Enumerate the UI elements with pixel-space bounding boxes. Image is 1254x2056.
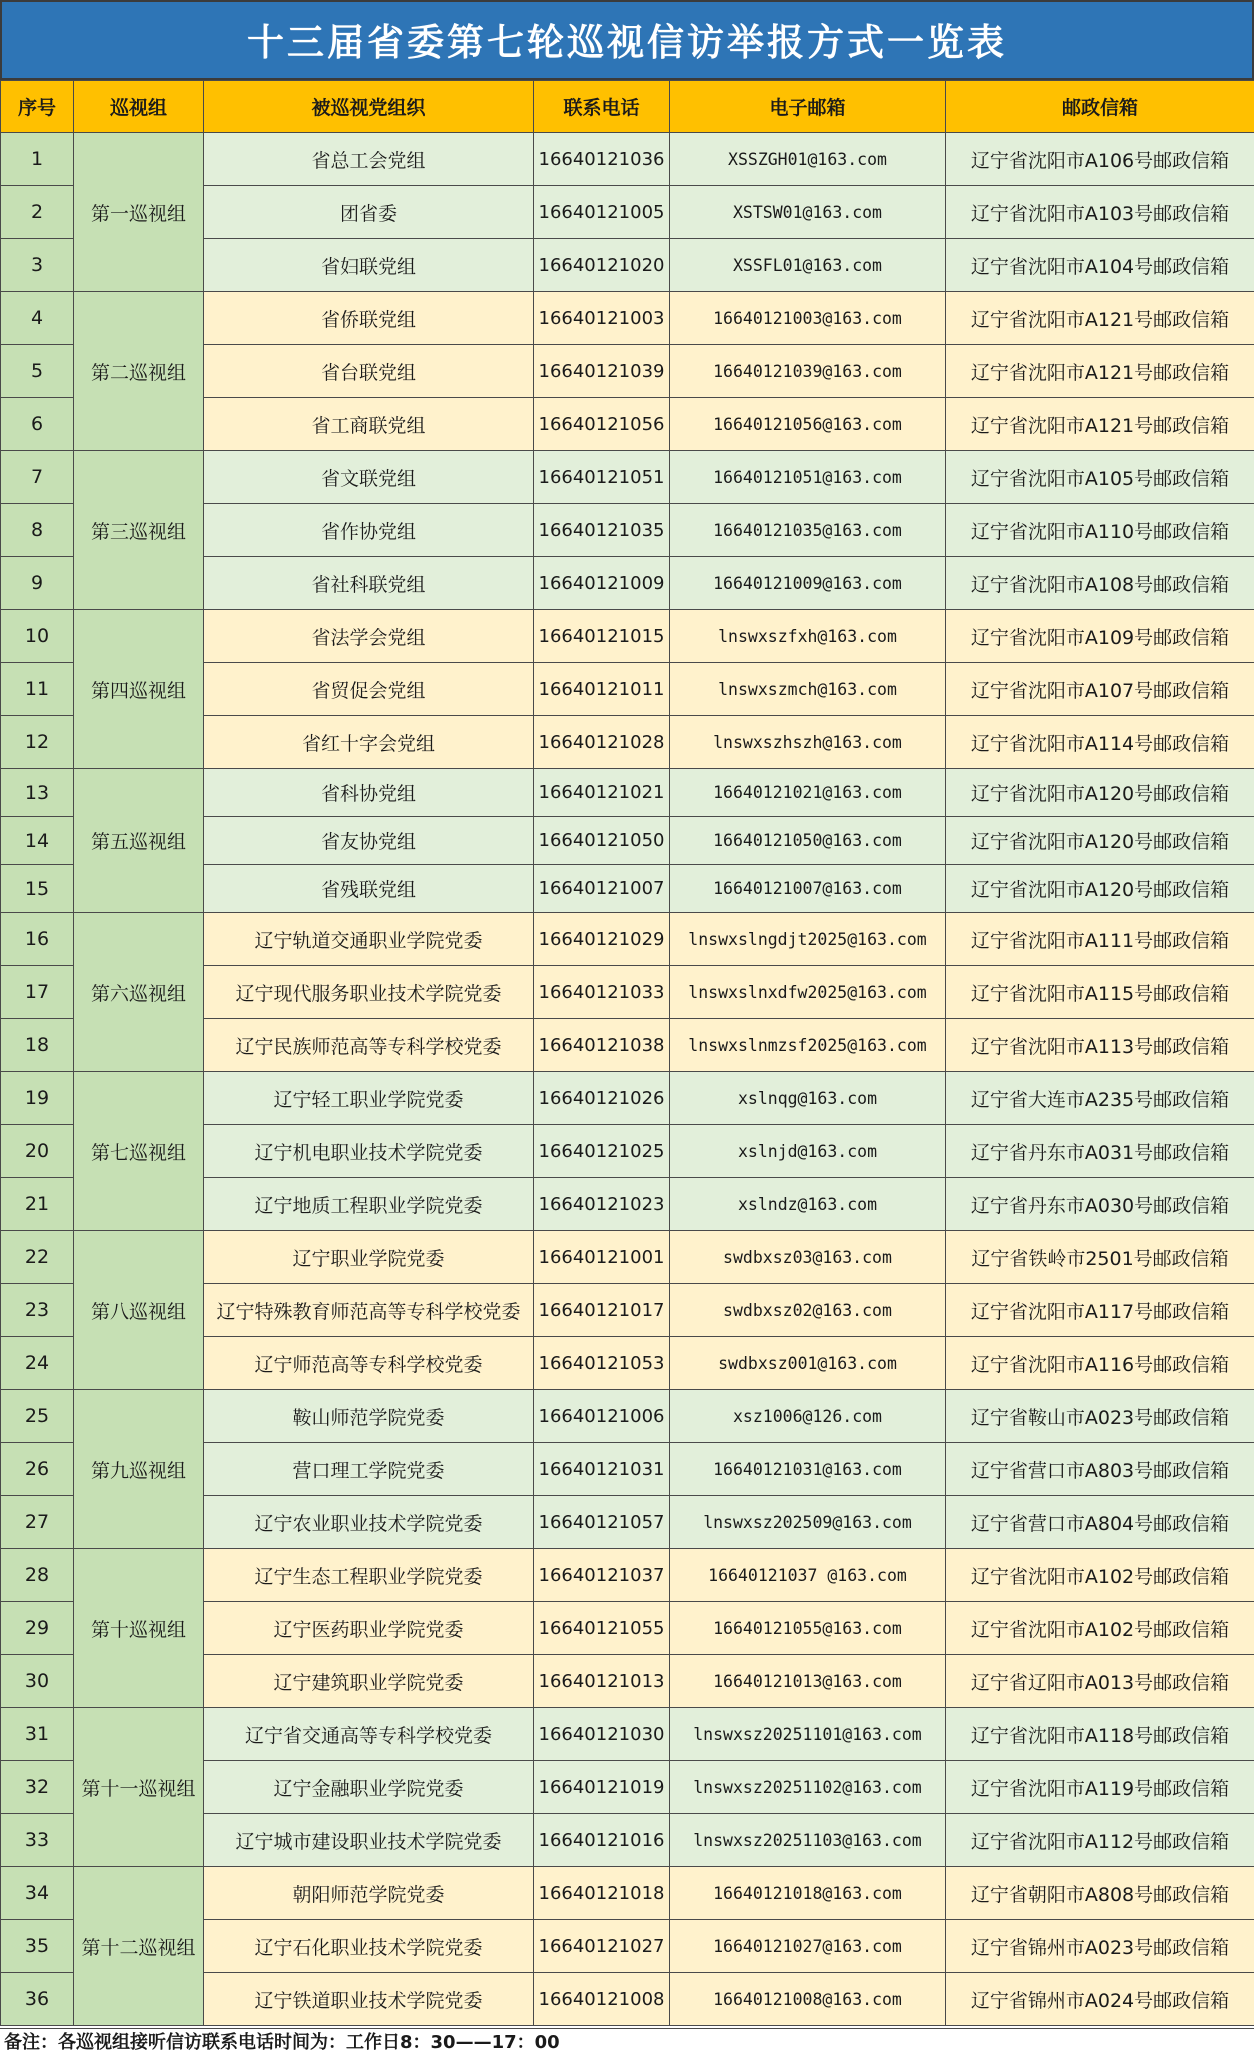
organization-cell: 辽宁生态工程职业学院党委 <box>204 1549 534 1602</box>
organization-cell: 辽宁农业职业技术学院党委 <box>204 1496 534 1549</box>
patrol-group-cell: 第五巡视组 <box>74 769 204 913</box>
row-number: 10 <box>1 610 74 663</box>
postbox-cell: 辽宁省锦州市A023号邮政信箱 <box>946 1920 1254 1973</box>
postbox-cell: 辽宁省沈阳市A120号邮政信箱 <box>946 817 1254 865</box>
row-number: 14 <box>1 817 74 865</box>
column-header-organization: 被巡视党组织 <box>204 81 534 133</box>
organization-cell: 省社科联党组 <box>204 557 534 610</box>
email-cell: swdbxsz02@163.com <box>670 1284 946 1337</box>
postbox-cell: 辽宁省沈阳市A114号邮政信箱 <box>946 716 1254 769</box>
row-number: 17 <box>1 966 74 1019</box>
row-number: 29 <box>1 1602 74 1655</box>
phone-cell: 16640121055 <box>534 1602 670 1655</box>
row-number: 16 <box>1 913 74 966</box>
postbox-cell: 辽宁省沈阳市A117号邮政信箱 <box>946 1284 1254 1337</box>
email-cell: XSTSW01@163.com <box>670 186 946 239</box>
row-number: 25 <box>1 1390 74 1443</box>
phone-cell: 16640121016 <box>534 1814 670 1867</box>
email-cell: lnswxszmch@163.com <box>670 663 946 716</box>
email-cell: 16640121055@163.com <box>670 1602 946 1655</box>
phone-cell: 16640121017 <box>534 1284 670 1337</box>
table-row <box>1 1390 1254 1443</box>
row-number: 18 <box>1 1019 74 1072</box>
organization-cell: 朝阳师范学院党委 <box>204 1867 534 1920</box>
email-cell: 16640121021@163.com <box>670 769 946 817</box>
table-row <box>1 1231 1254 1284</box>
table-row <box>1 1708 1254 1761</box>
table-row <box>1 610 1254 663</box>
phone-cell: 16640121056 <box>534 398 670 451</box>
row-number: 24 <box>1 1337 74 1390</box>
email-cell: XSSZGH01@163.com <box>670 133 946 186</box>
row-number: 35 <box>1 1920 74 1973</box>
postbox-cell: 辽宁省沈阳市A121号邮政信箱 <box>946 398 1254 451</box>
phone-cell: 16640121051 <box>534 451 670 504</box>
email-cell: lnswxslnmzsf2025@163.com <box>670 1019 946 1072</box>
email-cell: 16640121007@163.com <box>670 865 946 913</box>
organization-cell: 辽宁建筑职业学院党委 <box>204 1655 534 1708</box>
phone-cell: 16640121031 <box>534 1443 670 1496</box>
organization-cell: 省侨联党组 <box>204 292 534 345</box>
postbox-cell: 辽宁省锦州市A024号邮政信箱 <box>946 1973 1254 2026</box>
email-cell: swdbxsz001@163.com <box>670 1337 946 1390</box>
organization-cell: 省妇联党组 <box>204 239 534 292</box>
table-row <box>1 1072 1254 1125</box>
postbox-cell: 辽宁省沈阳市A111号邮政信箱 <box>946 913 1254 966</box>
organization-cell: 鞍山师范学院党委 <box>204 1390 534 1443</box>
postbox-cell: 辽宁省沈阳市A104号邮政信箱 <box>946 239 1254 292</box>
organization-cell: 辽宁特殊教育师范高等专科学校党委 <box>204 1284 534 1337</box>
organization-cell: 省科协党组 <box>204 769 534 817</box>
row-number: 30 <box>1 1655 74 1708</box>
phone-cell: 16640121006 <box>534 1390 670 1443</box>
page-title: 十三届省委第七轮巡视信访举报方式一览表 <box>0 0 1254 80</box>
postbox-cell: 辽宁省沈阳市A120号邮政信箱 <box>946 769 1254 817</box>
email-cell: 16640121037 @163.com <box>670 1549 946 1602</box>
email-cell: lnswxsz202509@163.com <box>670 1496 946 1549</box>
postbox-cell: 辽宁省沈阳市A107号邮政信箱 <box>946 663 1254 716</box>
email-cell: lnswxsz20251101@163.com <box>670 1708 946 1761</box>
email-cell: lnswxszhszh@163.com <box>670 716 946 769</box>
organization-cell: 省残联党组 <box>204 865 534 913</box>
postbox-cell: 辽宁省沈阳市A112号邮政信箱 <box>946 1814 1254 1867</box>
row-number: 3 <box>1 239 74 292</box>
table-row <box>1 292 1254 345</box>
phone-cell: 16640121015 <box>534 610 670 663</box>
row-number: 22 <box>1 1231 74 1284</box>
organization-cell: 省作协党组 <box>204 504 534 557</box>
phone-cell: 16640121019 <box>534 1761 670 1814</box>
phone-cell: 16640121021 <box>534 769 670 817</box>
email-cell: 16640121008@163.com <box>670 1973 946 2026</box>
organization-cell: 辽宁轻工职业学院党委 <box>204 1072 534 1125</box>
row-number: 26 <box>1 1443 74 1496</box>
phone-cell: 16640121027 <box>534 1920 670 1973</box>
postbox-cell: 辽宁省沈阳市A110号邮政信箱 <box>946 504 1254 557</box>
row-number: 33 <box>1 1814 74 1867</box>
email-cell: xsz1006@126.com <box>670 1390 946 1443</box>
organization-cell: 辽宁师范高等专科学校党委 <box>204 1337 534 1390</box>
email-cell: 16640121009@163.com <box>670 557 946 610</box>
patrol-group-cell: 第六巡视组 <box>74 913 204 1072</box>
table-row <box>1 1549 1254 1602</box>
phone-cell: 16640121037 <box>534 1549 670 1602</box>
organization-cell: 辽宁机电职业技术学院党委 <box>204 1125 534 1178</box>
row-number: 15 <box>1 865 74 913</box>
email-cell: swdbxsz03@163.com <box>670 1231 946 1284</box>
phone-cell: 16640121029 <box>534 913 670 966</box>
column-header-group: 巡视组 <box>74 81 204 133</box>
row-number: 21 <box>1 1178 74 1231</box>
email-cell: lnswxslnxdfw2025@163.com <box>670 966 946 1019</box>
postbox-cell: 辽宁省沈阳市A120号邮政信箱 <box>946 865 1254 913</box>
phone-cell: 16640121050 <box>534 817 670 865</box>
email-cell: 16640121056@163.com <box>670 398 946 451</box>
patrol-group-cell: 第四巡视组 <box>74 610 204 769</box>
postbox-cell: 辽宁省丹东市A030号邮政信箱 <box>946 1178 1254 1231</box>
organization-cell: 辽宁金融职业学院党委 <box>204 1761 534 1814</box>
email-cell: 16640121013@163.com <box>670 1655 946 1708</box>
organization-cell: 省红十字会党组 <box>204 716 534 769</box>
row-number: 11 <box>1 663 74 716</box>
postbox-cell: 辽宁省沈阳市A103号邮政信箱 <box>946 186 1254 239</box>
email-cell: 16640121027@163.com <box>670 1920 946 1973</box>
email-cell: 16640121018@163.com <box>670 1867 946 1920</box>
email-cell: lnswxszfxh@163.com <box>670 610 946 663</box>
postbox-cell: 辽宁省营口市A803号邮政信箱 <box>946 1443 1254 1496</box>
patrol-group-cell: 第二巡视组 <box>74 292 204 451</box>
organization-cell: 辽宁民族师范高等专科学校党委 <box>204 1019 534 1072</box>
phone-cell: 16640121013 <box>534 1655 670 1708</box>
organization-cell: 辽宁现代服务职业技术学院党委 <box>204 966 534 1019</box>
postbox-cell: 辽宁省营口市A804号邮政信箱 <box>946 1496 1254 1549</box>
phone-cell: 16640121053 <box>534 1337 670 1390</box>
row-number: 20 <box>1 1125 74 1178</box>
organization-cell: 省贸促会党组 <box>204 663 534 716</box>
postbox-cell: 辽宁省鞍山市A023号邮政信箱 <box>946 1390 1254 1443</box>
phone-cell: 16640121011 <box>534 663 670 716</box>
phone-cell: 16640121001 <box>534 1231 670 1284</box>
postbox-cell: 辽宁省辽阳市A013号邮政信箱 <box>946 1655 1254 1708</box>
phone-cell: 16640121038 <box>534 1019 670 1072</box>
row-number: 27 <box>1 1496 74 1549</box>
organization-cell: 辽宁地质工程职业学院党委 <box>204 1178 534 1231</box>
row-number: 32 <box>1 1761 74 1814</box>
header-row <box>1 81 1254 133</box>
phone-cell: 16640121003 <box>534 292 670 345</box>
table-row <box>1 451 1254 504</box>
phone-cell: 16640121008 <box>534 1973 670 2026</box>
postbox-cell: 辽宁省沈阳市A116号邮政信箱 <box>946 1337 1254 1390</box>
column-header-email: 电子邮箱 <box>670 81 946 133</box>
email-cell: 16640121051@163.com <box>670 451 946 504</box>
row-number: 1 <box>1 133 74 186</box>
phone-cell: 16640121036 <box>534 133 670 186</box>
column-header-postbox: 邮政信箱 <box>946 81 1254 133</box>
postbox-cell: 辽宁省沈阳市A118号邮政信箱 <box>946 1708 1254 1761</box>
email-cell: lnswxslngdjt2025@163.com <box>670 913 946 966</box>
phone-cell: 16640121057 <box>534 1496 670 1549</box>
email-cell: 16640121003@163.com <box>670 292 946 345</box>
row-number: 12 <box>1 716 74 769</box>
row-number: 6 <box>1 398 74 451</box>
column-header-no: 序号 <box>1 81 74 133</box>
email-cell: lnswxsz20251103@163.com <box>670 1814 946 1867</box>
email-cell: lnswxsz20251102@163.com <box>670 1761 946 1814</box>
postbox-cell: 辽宁省沈阳市A109号邮政信箱 <box>946 610 1254 663</box>
phone-cell: 16640121039 <box>534 345 670 398</box>
email-cell: 16640121050@163.com <box>670 817 946 865</box>
organization-cell: 省友协党组 <box>204 817 534 865</box>
organization-cell: 团省委 <box>204 186 534 239</box>
patrol-group-cell: 第八巡视组 <box>74 1231 204 1390</box>
row-number: 4 <box>1 292 74 345</box>
patrol-group-cell: 第十一巡视组 <box>74 1708 204 1867</box>
organization-cell: 省台联党组 <box>204 345 534 398</box>
postbox-cell: 辽宁省沈阳市A115号邮政信箱 <box>946 966 1254 1019</box>
row-number: 5 <box>1 345 74 398</box>
table-row <box>1 1867 1254 1920</box>
postbox-cell: 辽宁省丹东市A031号邮政信箱 <box>946 1125 1254 1178</box>
organization-cell: 辽宁医药职业学院党委 <box>204 1602 534 1655</box>
patrol-group-cell: 第一巡视组 <box>74 133 204 292</box>
row-number: 19 <box>1 1072 74 1125</box>
patrol-group-cell: 第三巡视组 <box>74 451 204 610</box>
row-number: 9 <box>1 557 74 610</box>
organization-cell: 辽宁轨道交通职业学院党委 <box>204 913 534 966</box>
patrol-group-cell: 第十二巡视组 <box>74 1867 204 2026</box>
organization-cell: 营口理工学院党委 <box>204 1443 534 1496</box>
phone-cell: 16640121007 <box>534 865 670 913</box>
patrol-contact-table <box>0 80 1254 2026</box>
postbox-cell: 辽宁省沈阳市A121号邮政信箱 <box>946 345 1254 398</box>
table-row <box>1 769 1254 817</box>
table-row <box>1 913 1254 966</box>
phone-cell: 16640121028 <box>534 716 670 769</box>
email-cell: xslndz@163.com <box>670 1178 946 1231</box>
table-row <box>1 133 1254 186</box>
phone-cell: 16640121025 <box>534 1125 670 1178</box>
patrol-group-cell: 第九巡视组 <box>74 1390 204 1549</box>
phone-cell: 16640121030 <box>534 1708 670 1761</box>
postbox-cell: 辽宁省沈阳市A108号邮政信箱 <box>946 557 1254 610</box>
patrol-group-cell: 第七巡视组 <box>74 1072 204 1231</box>
phone-cell: 16640121005 <box>534 186 670 239</box>
organization-cell: 省总工会党组 <box>204 133 534 186</box>
column-header-phone: 联系电话 <box>534 81 670 133</box>
email-cell: XSSFL01@163.com <box>670 239 946 292</box>
phone-cell: 16640121026 <box>534 1072 670 1125</box>
phone-cell: 16640121020 <box>534 239 670 292</box>
postbox-cell: 辽宁省朝阳市A808号邮政信箱 <box>946 1867 1254 1920</box>
email-cell: 16640121035@163.com <box>670 504 946 557</box>
organization-cell: 辽宁省交通高等专科学校党委 <box>204 1708 534 1761</box>
patrol-group-cell: 第十巡视组 <box>74 1549 204 1708</box>
row-number: 13 <box>1 769 74 817</box>
postbox-cell: 辽宁省沈阳市A121号邮政信箱 <box>946 292 1254 345</box>
organization-cell: 省法学会党组 <box>204 610 534 663</box>
footnote: 备注：各巡视组接听信访联系电话时间为：工作日8：30——17：00 <box>0 2028 1254 2055</box>
email-cell: 16640121039@163.com <box>670 345 946 398</box>
postbox-cell: 辽宁省沈阳市A102号邮政信箱 <box>946 1602 1254 1655</box>
row-number: 36 <box>1 1973 74 2026</box>
postbox-cell: 辽宁省铁岭市2501号邮政信箱 <box>946 1231 1254 1284</box>
row-number: 7 <box>1 451 74 504</box>
table-body <box>1 133 1254 2026</box>
postbox-cell: 辽宁省沈阳市A119号邮政信箱 <box>946 1761 1254 1814</box>
row-number: 28 <box>1 1549 74 1602</box>
organization-cell: 辽宁城市建设职业技术学院党委 <box>204 1814 534 1867</box>
row-number: 2 <box>1 186 74 239</box>
email-cell: xslnjd@163.com <box>670 1125 946 1178</box>
phone-cell: 16640121023 <box>534 1178 670 1231</box>
organization-cell: 省文联党组 <box>204 451 534 504</box>
postbox-cell: 辽宁省沈阳市A102号邮政信箱 <box>946 1549 1254 1602</box>
row-number: 23 <box>1 1284 74 1337</box>
postbox-cell: 辽宁省沈阳市A105号邮政信箱 <box>946 451 1254 504</box>
row-number: 34 <box>1 1867 74 1920</box>
row-number: 8 <box>1 504 74 557</box>
organization-cell: 省工商联党组 <box>204 398 534 451</box>
postbox-cell: 辽宁省大连市A235号邮政信箱 <box>946 1072 1254 1125</box>
email-cell: xslnqg@163.com <box>670 1072 946 1125</box>
row-number: 31 <box>1 1708 74 1761</box>
phone-cell: 16640121018 <box>534 1867 670 1920</box>
phone-cell: 16640121033 <box>534 966 670 1019</box>
organization-cell: 辽宁职业学院党委 <box>204 1231 534 1284</box>
postbox-cell: 辽宁省沈阳市A106号邮政信箱 <box>946 133 1254 186</box>
phone-cell: 16640121035 <box>534 504 670 557</box>
phone-cell: 16640121009 <box>534 557 670 610</box>
email-cell: 16640121031@163.com <box>670 1443 946 1496</box>
postbox-cell: 辽宁省沈阳市A113号邮政信箱 <box>946 1019 1254 1072</box>
organization-cell: 辽宁石化职业技术学院党委 <box>204 1920 534 1973</box>
organization-cell: 辽宁铁道职业技术学院党委 <box>204 1973 534 2026</box>
